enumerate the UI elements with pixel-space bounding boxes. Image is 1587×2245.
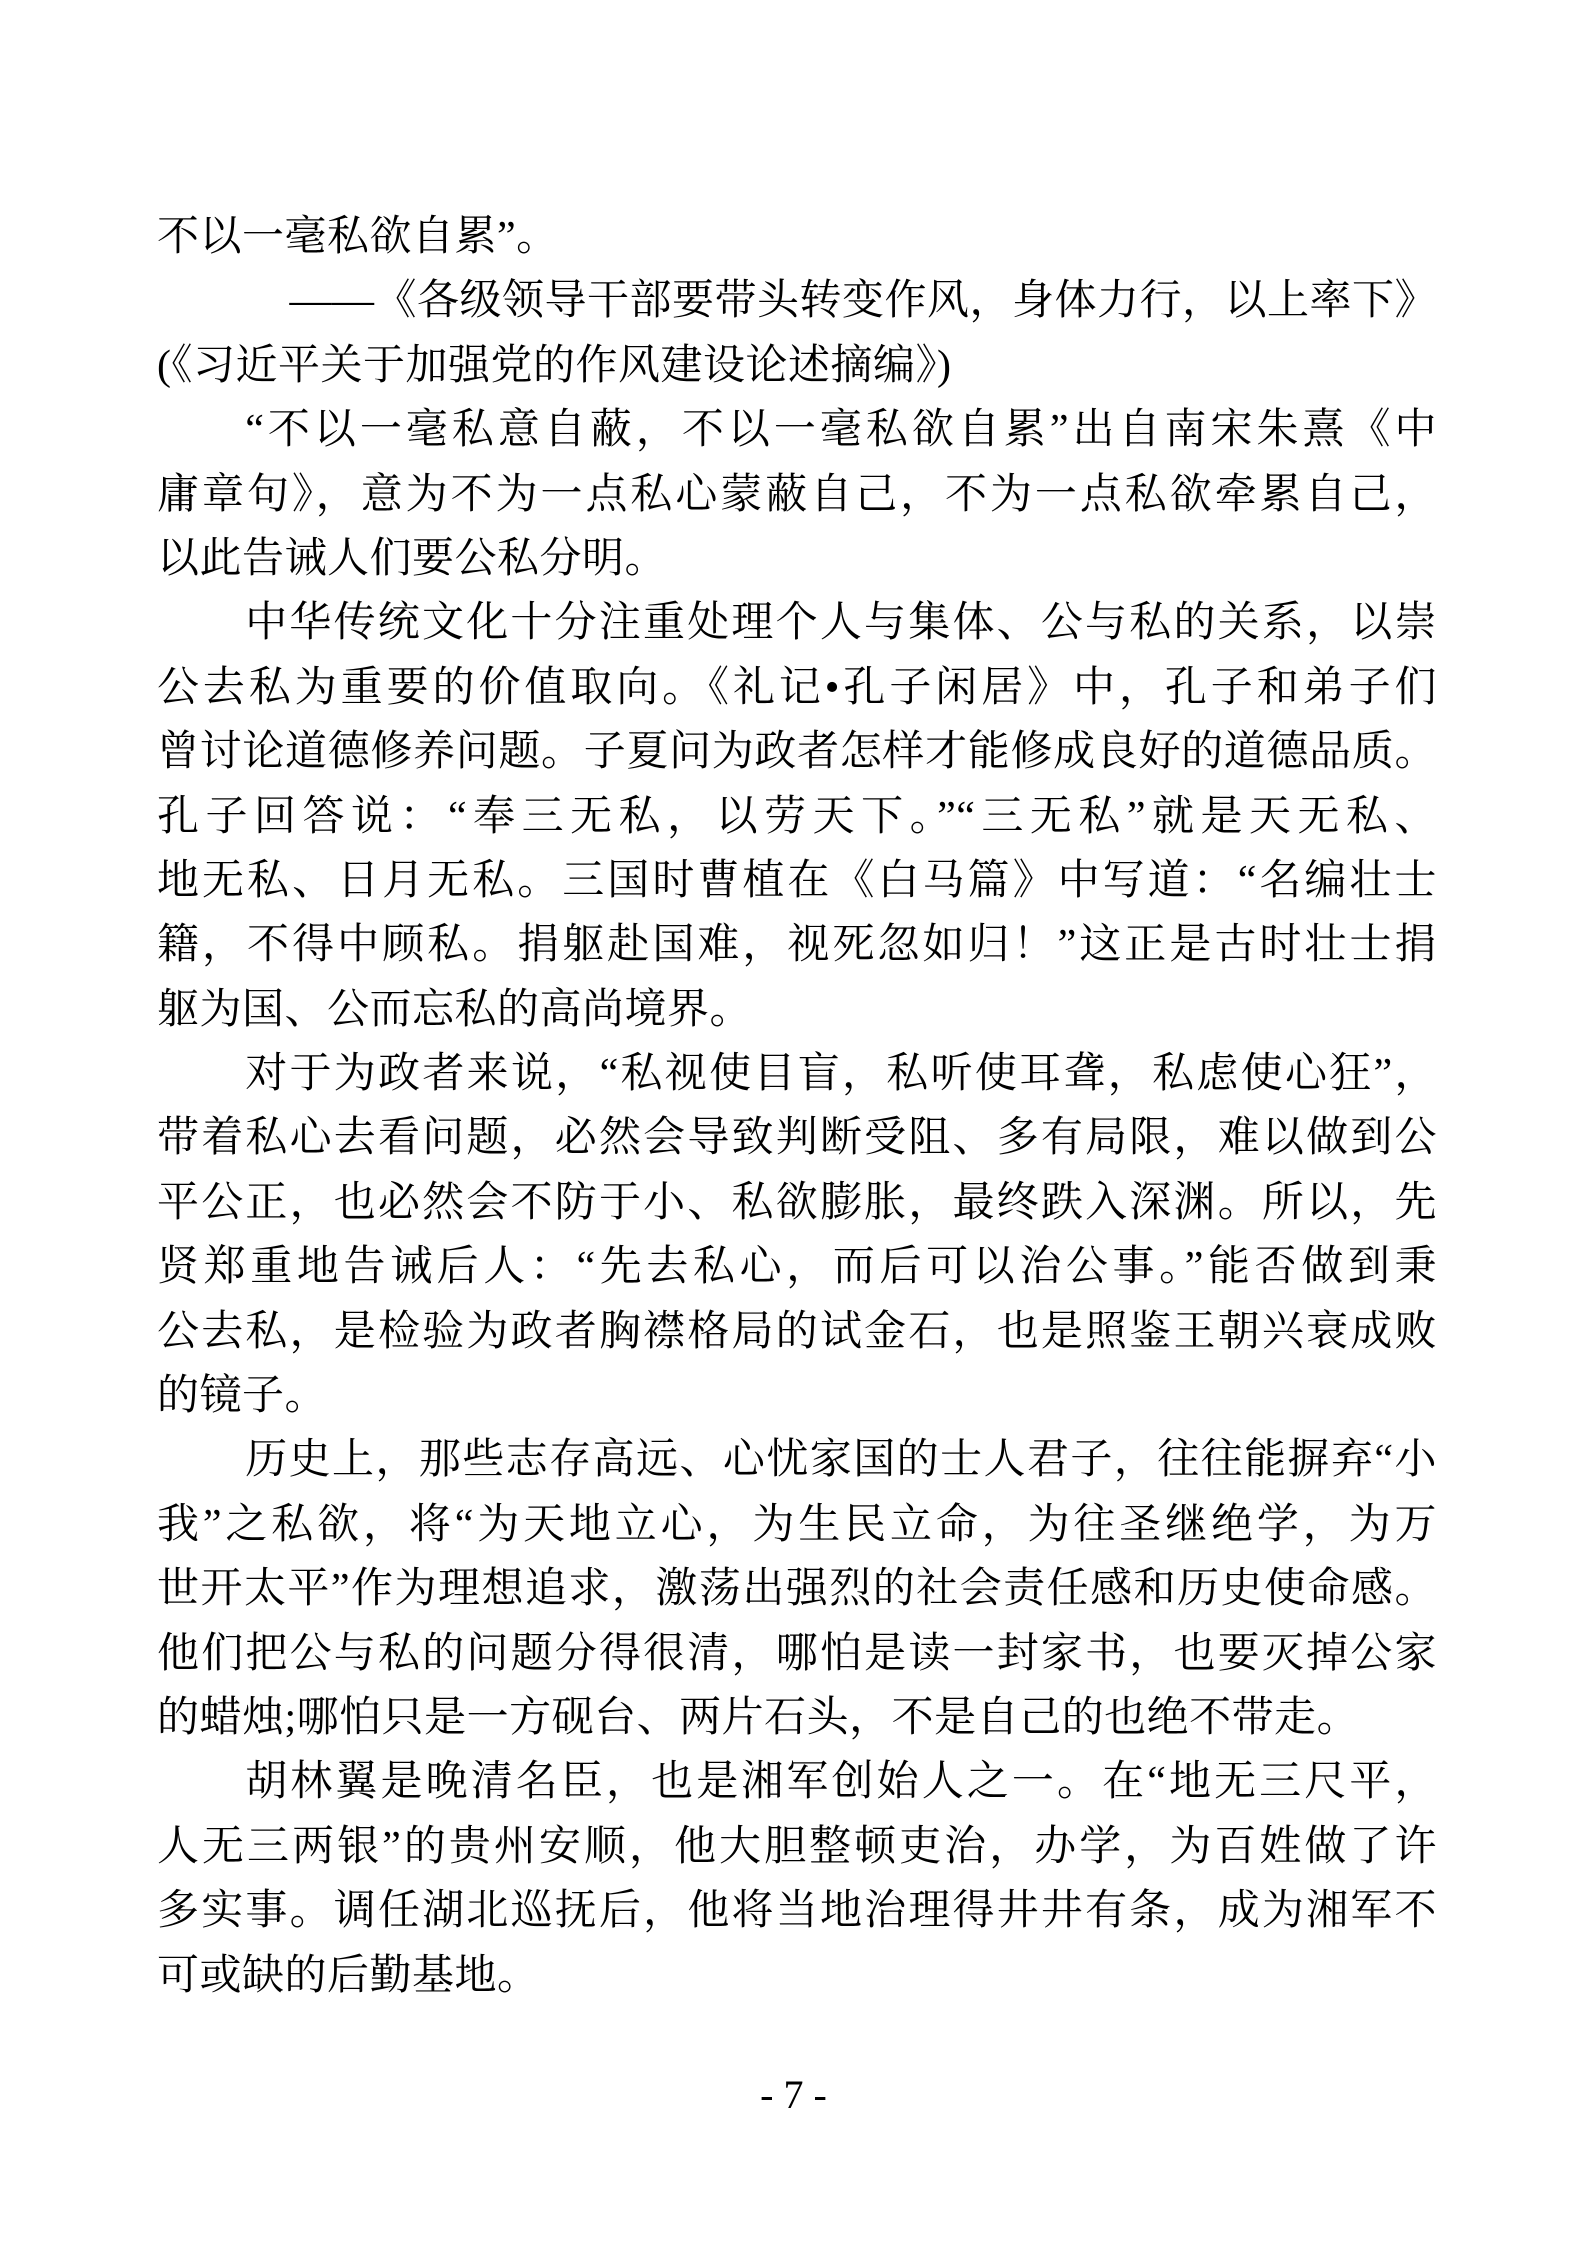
text-line: 可或缺的后勤基地。 — [157, 1952, 540, 1999]
text-line: 世开太平”作为理想追求，激荡出强烈的社会责任感和历史使命感。 — [157, 1566, 1437, 1613]
text-line: 曾讨论道德修养问题。子夏问为政者怎样才能修成良好的道德品质。 — [157, 729, 1437, 776]
text-line: (《习近平关于加强党的作风建设论述摘编》) — [157, 342, 952, 389]
document-lines — [157, 205, 1437, 2008]
text-line: 以此告诫人们要公私分明。 — [157, 535, 668, 582]
text-line: 我”之私欲，将“为天地立心，为生民立命，为往圣继绝学，为万 — [157, 1501, 1437, 1548]
text-line: 躯为国、公而忘私的高尚境界。 — [157, 986, 753, 1033]
text-line: 人无三两银”的贵州安顺，他大胆整顿吏治，办学，为百姓做了许 — [157, 1823, 1437, 1870]
text-line: 带着私心去看问题，必然会导致判断受阻、多有局限，难以做到公 — [157, 1115, 1437, 1162]
text-line: 孔子回答说：“奉三无私，以劳天下。”“三无私”就是天无私、 — [157, 793, 1437, 840]
document-body — [157, 205, 1437, 2008]
text-line: 不以一毫私欲自累”。 — [157, 214, 559, 260]
text-line: 对于为政者来说，“私视使目盲，私听使耳聋，私虑使心狂”， — [245, 1051, 1437, 1098]
text-line: 公去私，是检验为政者胸襟格局的试金石，也是照鉴王朝兴衰成败 — [157, 1308, 1437, 1355]
text-line: 多实事。调任湖北巡抚后，他将当地治理得井井有条，成为湘军不 — [157, 1888, 1437, 1935]
text-line: 他们把公与私的问题分得很清，哪怕是读一封家书，也要灭掉公家 — [157, 1630, 1437, 1677]
text-line: 中华传统文化十分注重处理个人与集体、公与私的关系，以崇 — [245, 600, 1437, 647]
text-line: 的镜子。 — [157, 1373, 328, 1420]
text-line: 历史上，那些志存高远、心忧家国的士人君子，往往能摒弃“小 — [245, 1437, 1437, 1484]
text-line: 庸章句》，意为不为一点私心蒙蔽自己，不为一点私欲牵累自己， — [157, 471, 1437, 518]
text-line: 公去私为重要的价值取向。《礼记•孔子闲居》中，孔子和弟子们 — [157, 664, 1437, 711]
text-line: ——《各级领导干部要带头转变作风，身体力行，以上率下》 — [289, 278, 1437, 325]
text-line: 胡林翼是晚清名臣，也是湘军创始人之一。在“地无三尺平， — [245, 1759, 1437, 1806]
page-number: - 7 - — [760, 2072, 827, 2117]
text-line: 地无私、日月无私。三国时曹植在《白马篇》中写道：“名编壮士 — [157, 857, 1437, 904]
text-line: 贤郑重地告诫后人：“先去私心，而后可以治公事。”能否做到秉 — [157, 1244, 1437, 1291]
text-line: “不以一毫私意自蔽，不以一毫私欲自累”出自南宋朱熹《中 — [245, 407, 1437, 454]
text-line: 的蜡烛;哪怕只是一方砚台、两片石头，不是自己的也绝不带走。 — [157, 1694, 1360, 1741]
text-line: 籍，不得中顾私。捐躯赴国难，视死忽如归！”这正是古时壮士捐 — [157, 922, 1437, 969]
text-line: 平公正，也必然会不防于小、私欲膨胀，最终跌入深渊。所以，先 — [157, 1179, 1437, 1226]
